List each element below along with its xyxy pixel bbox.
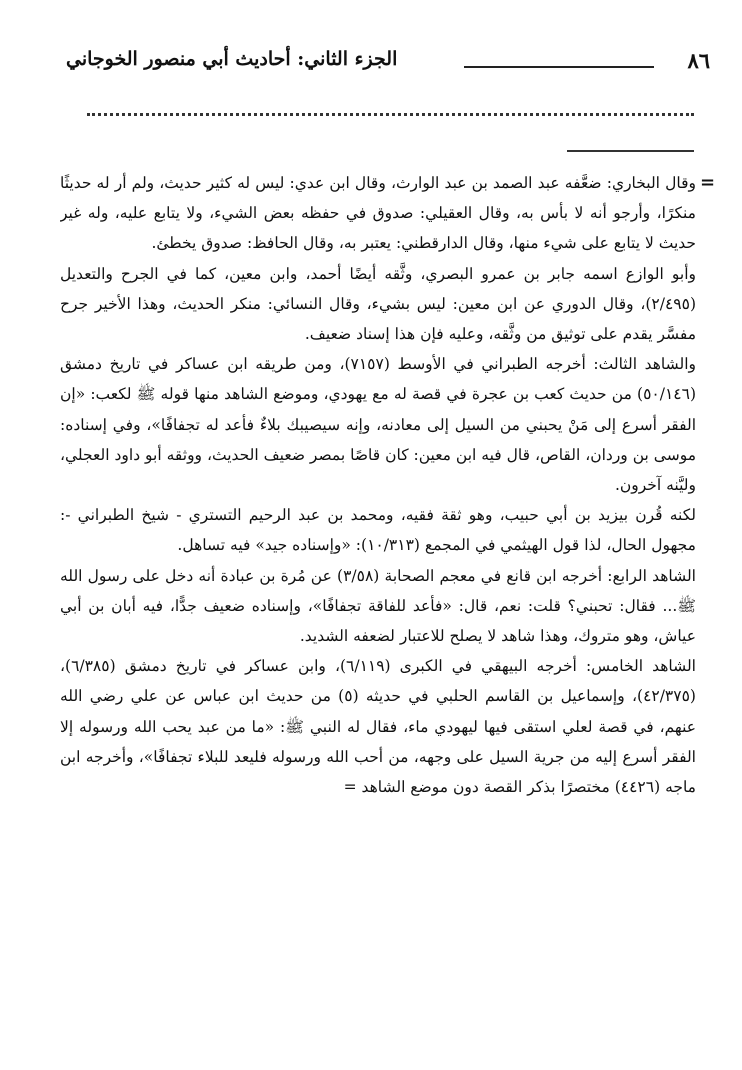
footnote-text [60,168,696,1048]
footnote-rule [567,150,694,152]
continuation-mark: = [700,172,716,193]
running-title: الجزء الثاني: أحاديث أبي منصور الخوجاني [66,48,398,70]
footnote-paragraph: وقال البخاري: ضعَّفه عبد الصمد بن عبد الوارث، وقال ابن عدي: ليس له كثير حديث، ولم أر له حديثًا منكرًا، وأرجو أنه لا بأس به، وقال العقيلي: صدوق في حفظه بعض الشيء، ولا يتابع عليه، وله غير حديث لا يتابع على شيء منها، وقال الدارقطني: يعتبر به، وقال الحافظ: صدوق يخطئ. [60,174,696,253]
footnote-paragraph: الشاهد الخامس: أخرجه البيهقي في الكبرى (٦/١١٩)، وابن عساكر في تاريخ دمشق (٦/٣٨٥)، (٤٢/٣٧٥)، وإسماعيل بن القاسم الحلبي في حديثه (٥) من حديث ابن عباس عن علي رضي الله عنهم، في قصة لعلي استقى فيها ليهودي ماء، فقال له النبي ﷺ: «ما من عبد يحب الله ورسوله إلا الفقر أسرع إليه من جرية السيل على وجهه، من أحب الله ورسوله فليعد للبلاء تجفافًا»، وأخرجه ابن ماجه (٤٤٢٦) مختصرًا بذكر القصة دون موضع الشاهد = [60,657,696,797]
page-header [60,44,710,84]
page-number: ٨٦ [687,48,710,73]
footnote-paragraph: الشاهد الرابع: أخرجه ابن قانع في معجم الصحابة (٣/٥٨) عن مُرة بن عبادة أنه دخل على رسول الله ﷺ... فقال: تحبني؟ قلت: نعم، قال: «فأعد للفاقة تجفافًا»، وإسناده ضعيف جدًّا، فيه أبان بن أبي عياش، وهو متروك، وهذا شاهد لا يصلح للاعتبار لضعفه الشديد. [60,566,696,646]
dotted-separator [87,113,694,116]
header-rule [464,66,654,68]
footnote-paragraph: وأبو الوازع اسمه جابر بن عمرو البصري، وثَّقه أيضًا أحمد، وابن معين، كما في الجرح والتعديل (٢/٤٩٥)، وقال الدوري عن ابن معين: ليس بشيء، وقال النسائي: منكر الحديث، وهذا الأخير جرح مفسَّر يقدم على توثيق من وثَّقه، وعليه فإن هذا إسناد ضعيف. [60,264,696,344]
footnote-paragraph: والشاهد الثالث: أخرجه الطبراني في الأوسط (٧١٥٧)، ومن طريقه ابن عساكر في تاريخ دمشق (٥٠/١٤٦) من حديث كعب بن عجرة في قصة له مع يهودي، وموضع الشاهد منها قوله ﷺ لكعب: «إن الفقر أسرع إلى مَنْ يحبني من السيل إلى معادنه، وإنه سيصيبك بلاءٌ فأعد له تجفافًا»، وفي إسناده: موسى بن وردان، القاص، قال فيه ابن معين: كان قاصًا بمصر ضعيف الحديث، ووثقه أبو داود العجلي، وليَّنه آخرون. [60,355,696,495]
footnote-paragraph: لكنه قُرن بيزيد بن أبي حبيب، وهو ثقة فقيه، ومحمد بن عبد الرحيم التستري - شيخ الطبراني -: مجهول الحال، لذا قول الهيثمي في المجمع (١٠/٣١٣): «وإسناده جيد» فيه تساهل. [60,506,696,555]
